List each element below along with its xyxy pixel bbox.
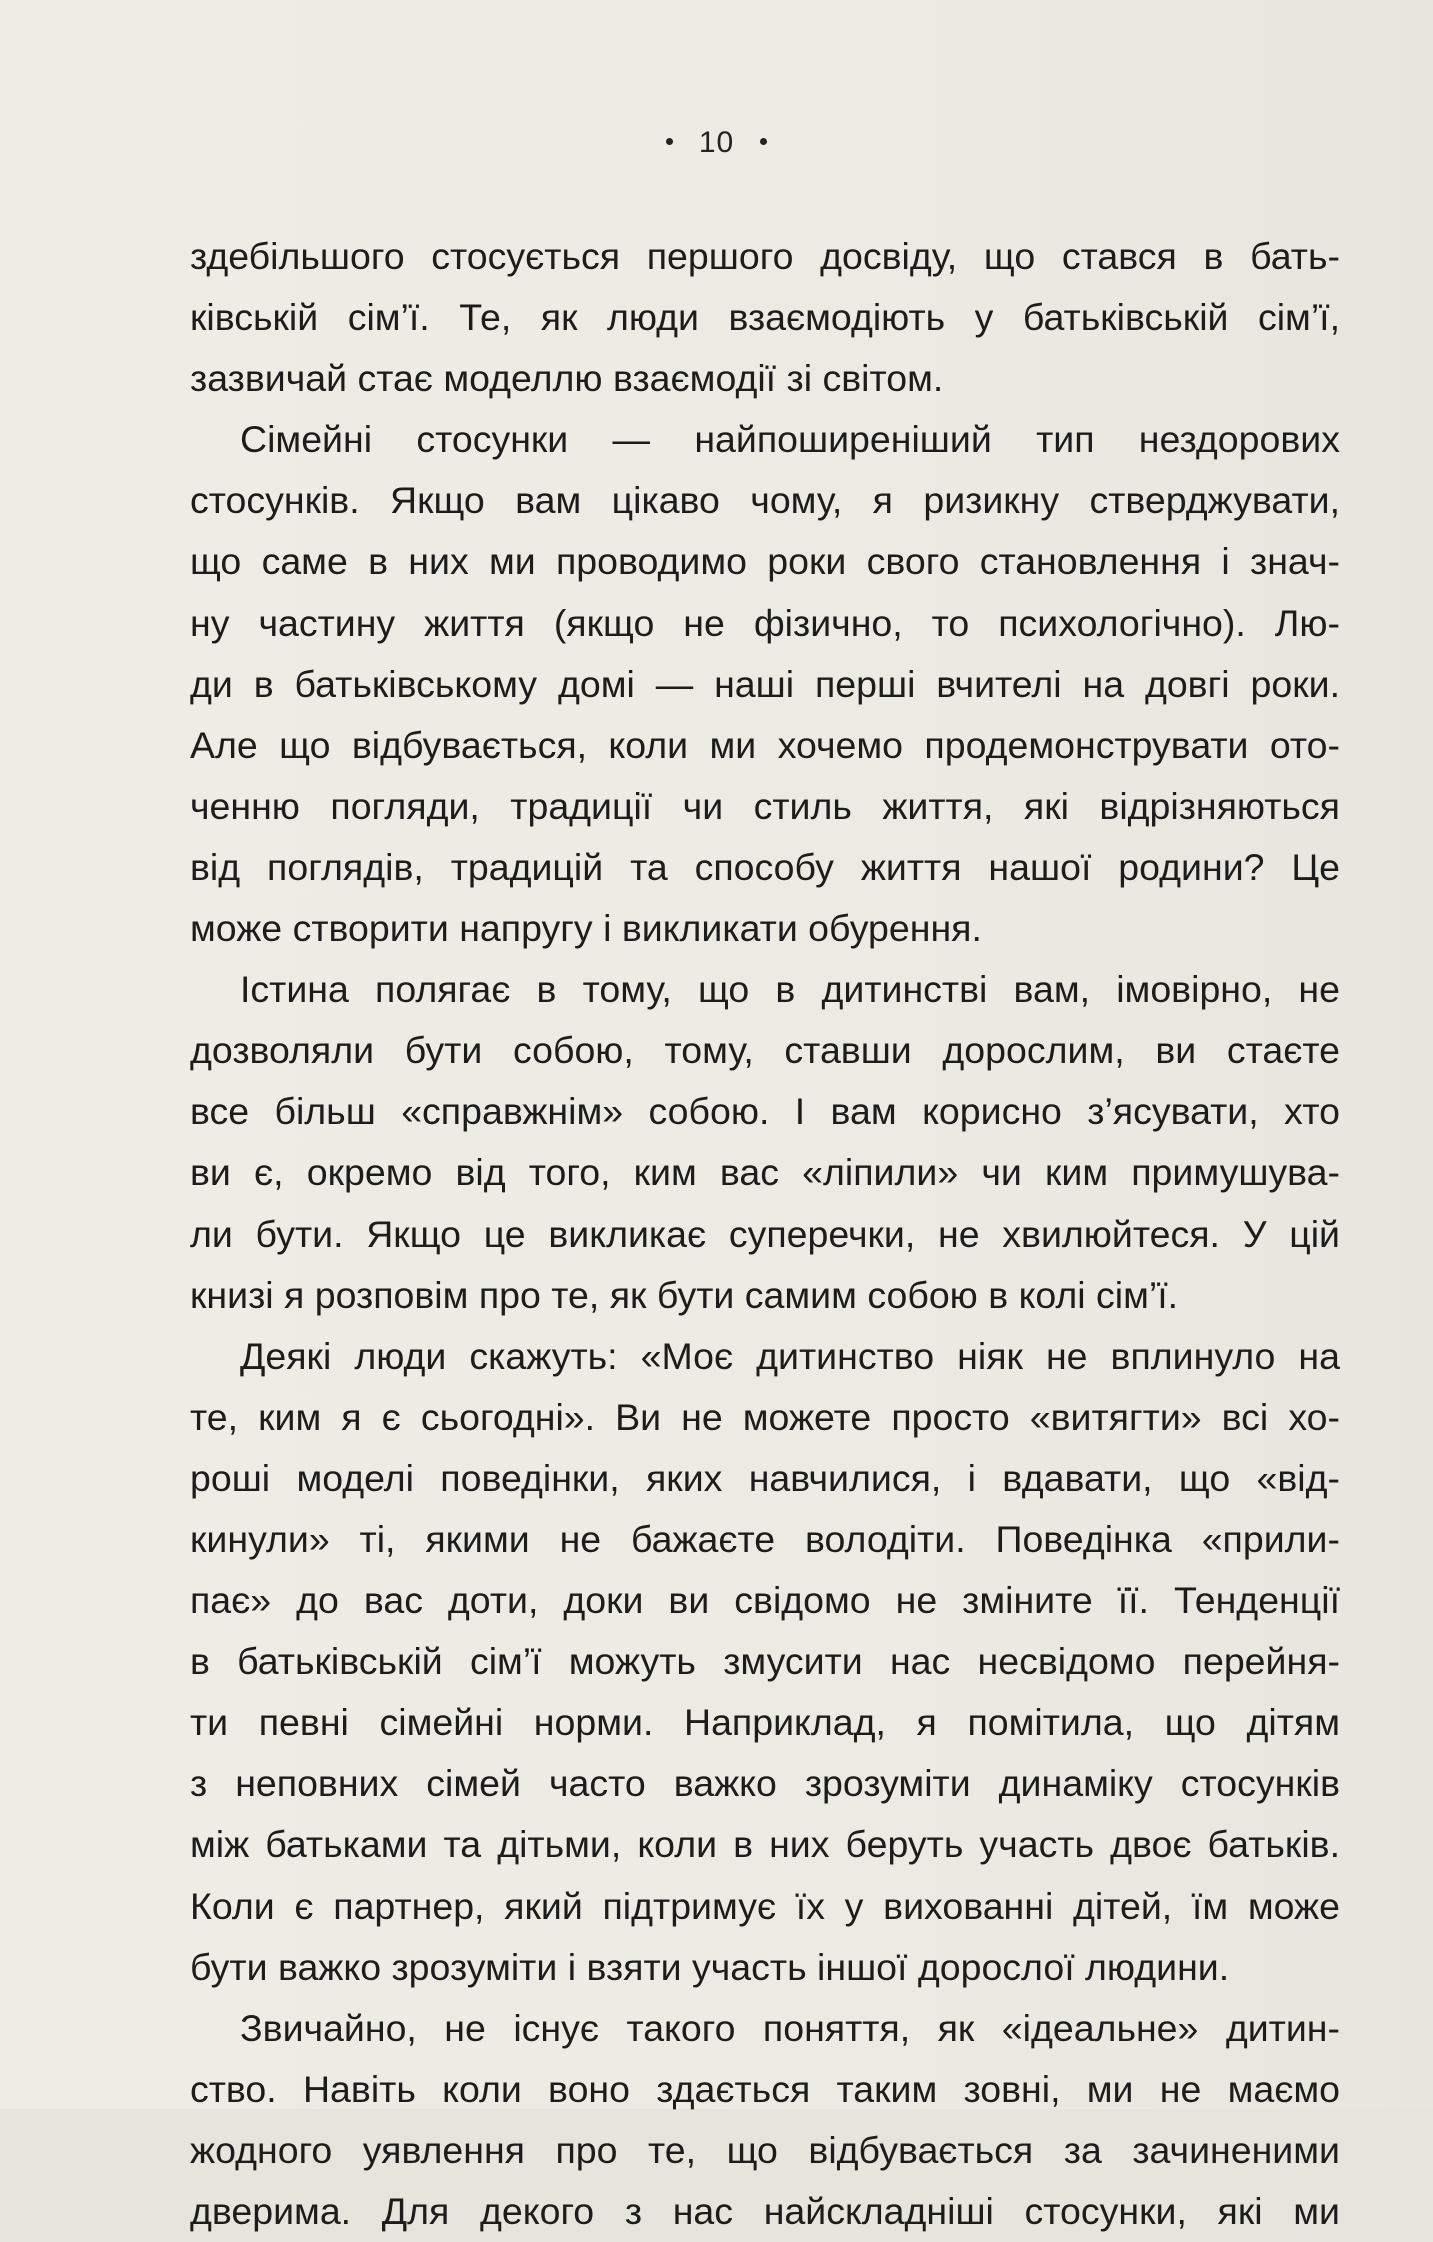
text-line: дверима. Для декого з нас найскладніші стосунки, які ми [190, 2190, 1340, 2232]
text-line: Істина полягає в тому, що в дитинстві вам, імовірно, не [240, 968, 1340, 1011]
text-line: в батьківській сім’ї можуть змусити нас несвідомо перейня- [190, 1640, 1340, 1683]
text-line: Звичайно, не існує такого поняття, як «ідеальне» дитин- [240, 2006, 1340, 2049]
page-number-text: 10 [698, 126, 735, 159]
text-line: роші моделі поведінки, яких навчилися, і вдавати, що «від- [190, 1456, 1340, 1499]
text-line: стосунків. Якщо вам цікаво чому, я ризикну стверджувати, [190, 479, 1340, 522]
bullet-left-icon [666, 138, 673, 145]
text-line: жодного уявлення про те, що відбувається за зачиненими [190, 2128, 1340, 2171]
bullet-right-icon [760, 138, 767, 145]
text-line: ство. Навіть коли воно здається таким зовні, ми не маємо [190, 2067, 1340, 2110]
body-text [190, 226, 1340, 2242]
text-line: здебільшого стосується першого досвіду, що стався в бать- [190, 235, 1340, 277]
text-line: зазвичай стає моделлю взаємодії зі світом. [190, 357, 944, 400]
text-line: ти певні сімейні норми. Наприклад, я помітила, що дітям [190, 1701, 1340, 1744]
text-line: те, ким я є сьогодні». Ви не можете просто «витягти» всі хо- [190, 1395, 1340, 1438]
text-line: між батьками та дітьми, коли в них беруть участь двоє батьків. [190, 1823, 1340, 1866]
text-line: ди в батьківському домі — наші перші вчителі на довгі роки. [190, 662, 1340, 705]
text-line: від поглядів, традицій та способу життя нашої родини? Це [190, 845, 1340, 888]
text-line: дозволяли бути собою, тому, ставши дорослим, ви стаєте [190, 1029, 1340, 1072]
text-line: все більш «справжнім» собою. І вам корисно з’ясувати, хто [190, 1090, 1340, 1133]
text-line: ну частину життя (якщо не фізично, то психологічно). Лю- [190, 601, 1340, 644]
text-line: Але що відбувається, коли ми хочемо продемонструвати ото- [190, 723, 1340, 766]
text-line: ви є, окремо від того, ким вас «ліпили» чи ким примушува- [190, 1151, 1340, 1194]
text-line: може створити напругу і викликати обурення. [190, 907, 982, 950]
text-line: Деякі люди скажуть: «Моє дитинство ніяк не вплинуло на [240, 1334, 1340, 1377]
text-line: книзі я розповім про те, як бути самим собою в колі сім’ї. [190, 1273, 1179, 1316]
text-line: пає» до вас доти, доки ви свідомо не зміните її. Тенденції [190, 1579, 1340, 1622]
text-line: Коли є партнер, який підтримує їх у вихованні дітей, їм може [190, 1884, 1340, 1927]
text-line: з неповних сімей часто важко зрозуміти динаміку стосунків [190, 1762, 1340, 1805]
text-line: що саме в них ми проводимо роки свого становлення і знач- [190, 540, 1340, 583]
text-line: ківській сім’ї. Те, як люди взаємодіють у батьківській сім’ї, [190, 296, 1340, 339]
text-line: кинули» ті, якими не бажаєте володіти. Поведінка «прили- [190, 1517, 1340, 1560]
text-line: ли бути. Якщо це викликає суперечки, не хвилюйтеся. У цій [190, 1212, 1340, 1255]
text-line: Сімейні стосунки — найпоширеніший тип нездорових [240, 418, 1340, 461]
text-line: ченню погляди, традиції чи стиль життя, які відрізняються [190, 784, 1340, 827]
page-number [0, 126, 1433, 160]
text-line: бути важко зрозуміти і взяти участь іншої дорослої людини. [190, 1945, 1230, 1988]
